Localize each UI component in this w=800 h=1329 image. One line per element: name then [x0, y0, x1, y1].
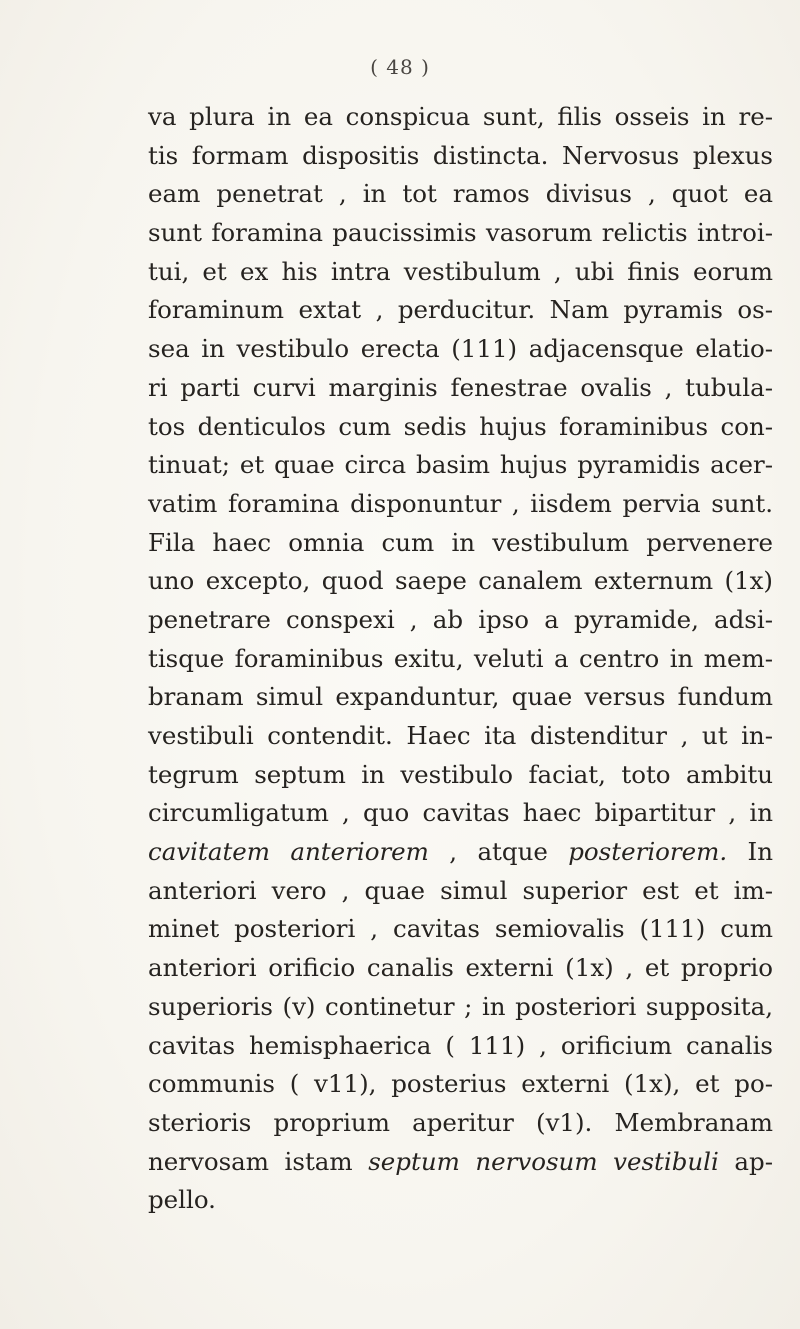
text-line: communis ( v11), posterius externi (1x), et po-: [148, 1069, 773, 1099]
text-line: foraminum extat , perducitur. Nam pyramis os-: [148, 295, 773, 325]
italic-term: posteriorem.: [568, 837, 728, 867]
text-line: sea in vestibulo erecta (111) adjacensque elatio-: [148, 334, 773, 364]
body-text: [148, 98, 773, 1220]
page-number: ( 48 ): [370, 55, 430, 79]
text-line: Fila haec omnia cum in vestibulum pervenere: [148, 527, 773, 557]
text-line: circumligatum , quo cavitas haec bipartitur , in: [148, 798, 773, 828]
text-line: ri parti curvi marginis fenestrae ovalis , tubula-: [148, 372, 773, 402]
text-line: superioris (v) continetur ; in posteriori supposita,: [148, 991, 773, 1021]
text-line: va plura in ea conspicua sunt, filis osseis in re-: [148, 102, 773, 131]
text-line: branam simul expanduntur, quae versus fundum: [148, 682, 773, 712]
text-line: pello.: [148, 1185, 216, 1215]
text-line: tis formam dispositis distincta. Nervosus plexus: [148, 140, 773, 170]
text-line: minet posteriori , cavitas semiovalis (111) cum: [148, 914, 773, 944]
italic-term: septum nervosum vestibuli: [368, 1146, 719, 1176]
text-line: cavitas hemisphaerica ( 111) , orificium canalis: [148, 1030, 773, 1060]
text-line: anteriori vero , quae simul superior est et im-: [148, 875, 773, 905]
text-line: eam penetrat , in tot ramos divisus , quot ea: [148, 179, 773, 209]
text-line: tos denticulos cum sedis hujus foraminibus con-: [148, 411, 773, 441]
text-line: penetrare conspexi , ab ipso a pyramide, adsi-: [148, 604, 773, 634]
text-line: sunt foramina paucissimis vasorum relictis introi-: [148, 218, 773, 248]
text-fragment: nervosam istam: [148, 1146, 369, 1176]
text-line: anteriori orificio canalis externi (1x) , et proprio: [148, 953, 773, 983]
italic-term: cavitatem anteriorem: [148, 837, 429, 867]
text-line: tinuat; et quae circa basim hujus pyramidis acer-: [148, 450, 773, 480]
text-line: vatim foramina disponuntur , iisdem pervia sunt.: [148, 488, 773, 518]
text-line: uno excepto, quod saepe canalem externum (1x): [148, 566, 773, 596]
text-line: tui, et ex his intra vestibulum , ubi finis eorum: [148, 256, 773, 286]
text-line: [148, 1143, 773, 1182]
text-line: tegrum septum in vestibulo faciat, toto ambitu: [148, 759, 773, 789]
text-line: vestibuli contendit. Haec ita distenditur , ut in-: [148, 721, 773, 750]
text-line: tisque foraminibus exitu, veluti a centro in mem-: [148, 643, 773, 673]
text-fragment: ap-: [718, 1146, 773, 1176]
text-line: sterioris proprium aperitur (v1). Membranam: [148, 1107, 773, 1137]
text-line: [148, 833, 773, 872]
text-fragment: In: [727, 837, 773, 867]
text-fragment: , atque: [428, 837, 569, 867]
